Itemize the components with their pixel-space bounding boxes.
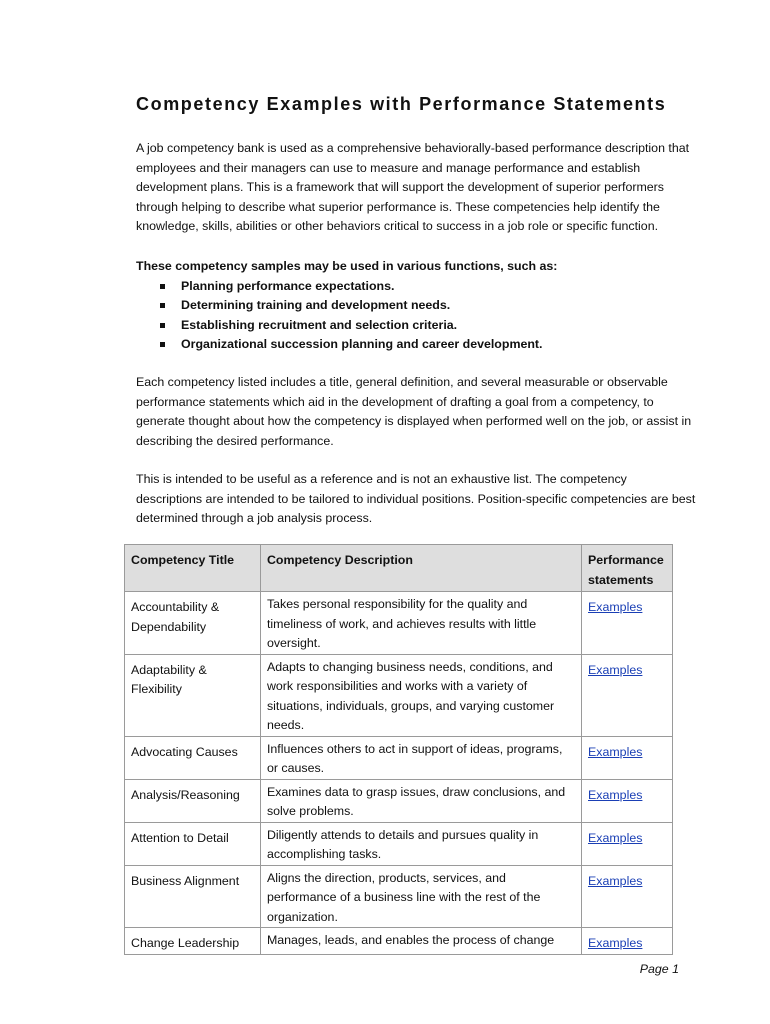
performance-cell bbox=[582, 779, 673, 822]
header-competency-description: Competency Description bbox=[260, 545, 581, 592]
performance-cell bbox=[582, 654, 673, 736]
performance-cell bbox=[582, 928, 673, 955]
competency-description: Influences others to act in support of ideas, programs, or causes. bbox=[260, 736, 581, 779]
square-bullet-icon bbox=[160, 342, 165, 347]
table-row bbox=[125, 822, 673, 865]
uses-section bbox=[136, 257, 696, 355]
competency-title: Attention to Detail bbox=[125, 822, 261, 865]
examples-link[interactable]: Examples bbox=[588, 600, 643, 614]
competency-description: Examines data to grasp issues, draw conclusions, and solve problems. bbox=[260, 779, 581, 822]
list-item bbox=[136, 335, 696, 355]
list-item-text: Determining training and development needs. bbox=[181, 298, 451, 312]
table-row bbox=[125, 865, 673, 928]
examples-link[interactable]: Examples bbox=[588, 787, 643, 802]
table-row bbox=[125, 592, 673, 655]
list-item-text: Organizational succession planning and career development. bbox=[181, 337, 543, 351]
list-item bbox=[136, 277, 696, 297]
square-bullet-icon bbox=[160, 284, 165, 289]
examples-link[interactable]: Examples bbox=[588, 936, 643, 950]
header-competency-title: Competency Title bbox=[125, 545, 261, 592]
table-header-row bbox=[125, 545, 673, 592]
competency-title: Advocating Causes bbox=[125, 736, 261, 779]
table-row bbox=[125, 779, 673, 822]
competency-title: Analysis/Reasoning bbox=[125, 779, 261, 822]
competency-description: Takes personal responsibility for the quality and timeliness of work, and achieves results with little oversight. bbox=[260, 592, 581, 655]
examples-link[interactable]: Examples bbox=[588, 873, 643, 888]
competency-title: Business Alignment bbox=[125, 865, 261, 928]
square-bullet-icon bbox=[160, 323, 165, 328]
examples-link[interactable]: Examples bbox=[588, 830, 643, 845]
examples-link[interactable]: Examples bbox=[588, 744, 643, 759]
table-row bbox=[125, 654, 673, 736]
performance-cell bbox=[582, 592, 673, 655]
table-row bbox=[125, 928, 673, 955]
reference-paragraph: This is intended to be useful as a reference and is not an exhaustive list. The competency descriptions are intended to be tailored to individual positions. Position-specific competencies are best determined through a job analysis process. bbox=[136, 472, 696, 525]
performance-cell bbox=[582, 865, 673, 928]
competency-title: Accountability & Dependability bbox=[125, 592, 261, 655]
list-item-text: Establishing recruitment and selection criteria. bbox=[181, 317, 458, 332]
competency-table bbox=[124, 544, 673, 955]
competency-title: Adaptability & Flexibility bbox=[125, 654, 261, 736]
competency-description: Diligently attends to details and pursues quality in accomplishing tasks. bbox=[260, 822, 581, 865]
intro-paragraph: A job competency bank is used as a comprehensive behaviorally-based performance description that employees and their managers can use to measure and manage performance and establish development plans. This is a framework that will support the development of superior performers through helping to describe what superior performance is. These competencies help identify the knowledge, skills, abilities or other behaviors critical to success in a job role or specific function. bbox=[136, 141, 690, 233]
list-item bbox=[136, 296, 696, 316]
square-bullet-icon bbox=[160, 303, 165, 308]
uses-heading: These competency samples may be used in various functions, such as: bbox=[136, 259, 558, 273]
list-item-text: Planning performance expectations. bbox=[181, 278, 395, 293]
table-row bbox=[125, 736, 673, 779]
competency-title: Change Leadership bbox=[125, 928, 261, 955]
page-title: Competency Examples with Performance Statements bbox=[136, 94, 667, 114]
competency-description: Manages, leads, and enables the process of change bbox=[260, 928, 581, 955]
examples-link[interactable]: Examples bbox=[588, 662, 643, 677]
uses-list bbox=[136, 277, 696, 355]
header-performance-statements: Performance statements bbox=[582, 545, 673, 592]
competency-description: Aligns the direction, products, services, and performance of a business line with the rest of the organization. bbox=[260, 865, 581, 928]
competency-description-paragraph: Each competency listed includes a title, general definition, and several measurable or observable performance statements which aid in the development of drafting a goal from a competency, to generate thought about how the competency is displayed when performed well on the job, or assist in describing the desired performance. bbox=[136, 375, 692, 448]
list-item bbox=[136, 316, 696, 336]
performance-cell bbox=[582, 736, 673, 779]
competency-description: Adapts to changing business needs, conditions, and work responsibilities and works with a variety of situations, individuals, groups, and varying customer needs. bbox=[260, 654, 581, 736]
page-number: Page 1 bbox=[639, 962, 679, 976]
performance-cell bbox=[582, 822, 673, 865]
